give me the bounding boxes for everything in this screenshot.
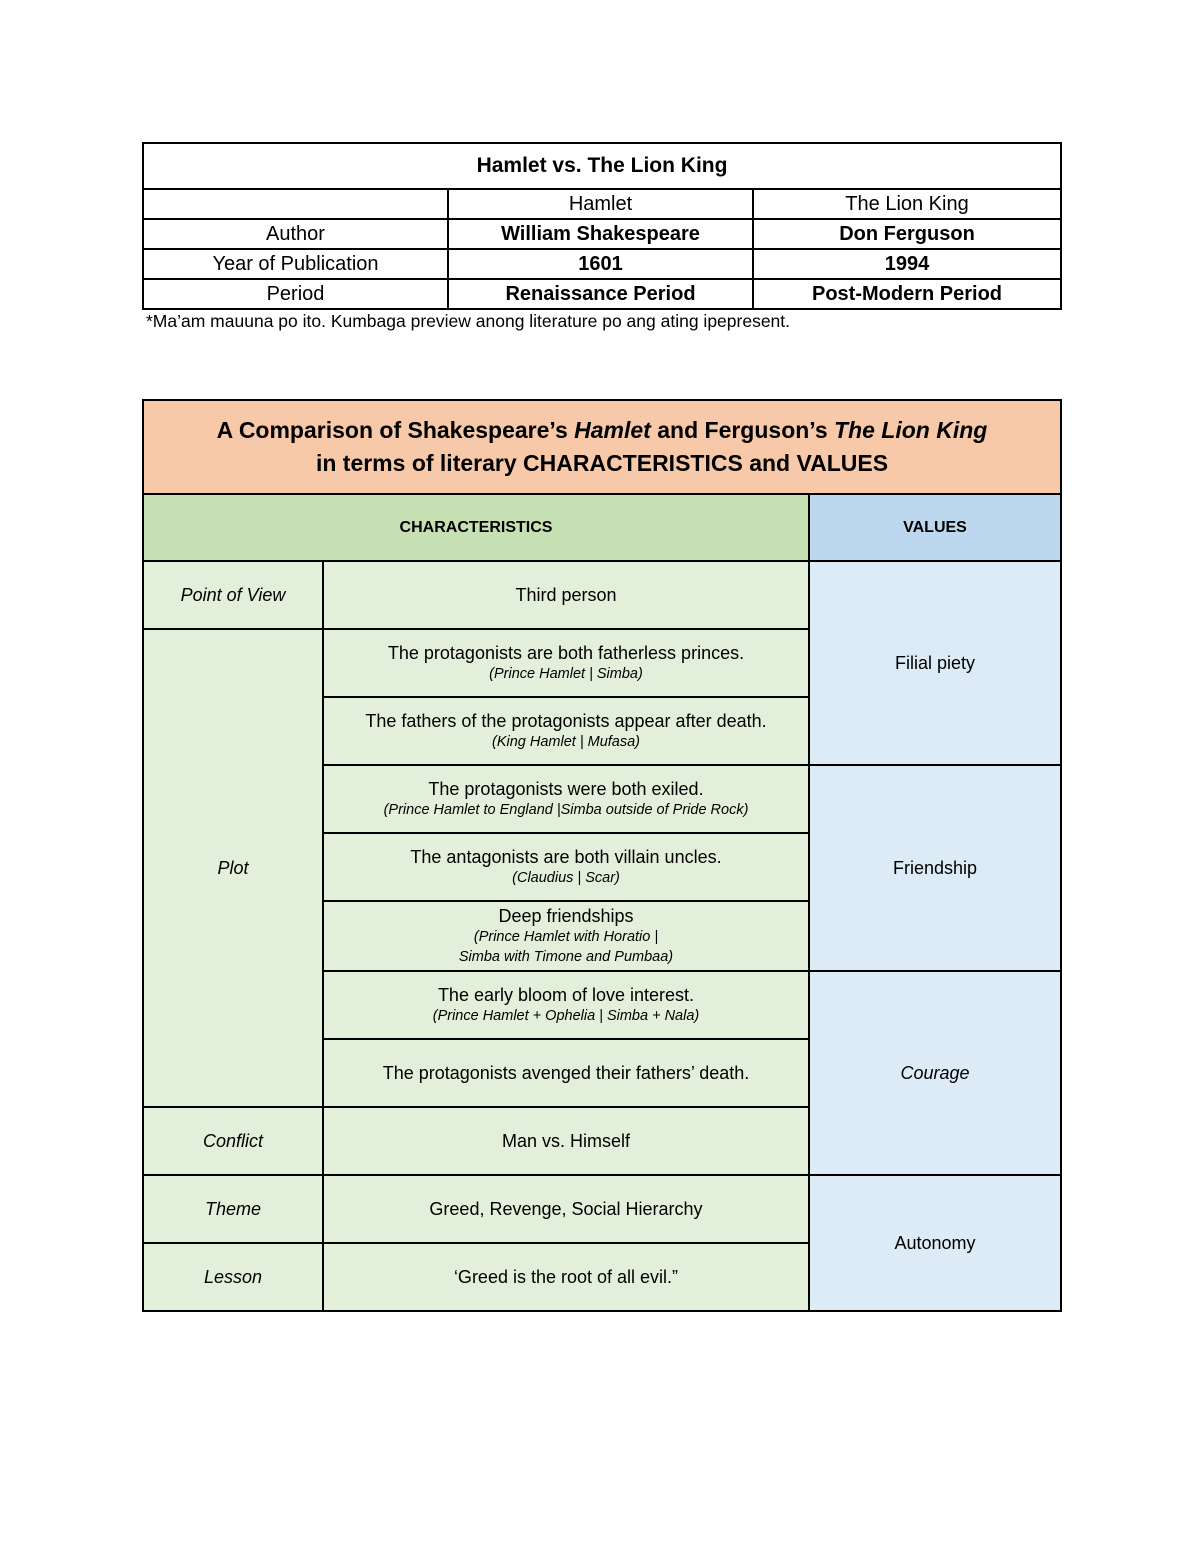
characteristic-text: Man vs. Himself	[501, 1131, 631, 1151]
characteristic-text: The early bloom of love interest.	[437, 985, 695, 1005]
characteristic-text: The protagonists avenged their fathers’ death.	[382, 1063, 750, 1083]
characteristic-cell	[323, 971, 809, 1039]
value-courage: Courage	[809, 971, 1061, 1175]
title-part2: and Ferguson’s	[650, 417, 835, 443]
comparison-table-title	[143, 400, 1061, 494]
label-plot: Plot	[143, 629, 323, 1107]
summary-header-lion-king: The Lion King	[753, 189, 1061, 219]
value-filial-piety: Filial piety	[809, 561, 1061, 765]
characteristic-text: Third person	[515, 585, 617, 605]
summary-cell-hamlet: 1601	[448, 249, 753, 279]
value-autonomy: Autonomy	[809, 1175, 1061, 1311]
label-theme: Theme	[143, 1175, 323, 1243]
title-line2: in terms of literary CHARACTERISTICS and VALUES	[315, 450, 889, 476]
characteristic-cell	[323, 1039, 809, 1107]
summary-cell-hamlet: Renaissance Period	[448, 279, 753, 309]
summary-header-row	[143, 189, 1061, 219]
summary-cell-lion-king: Post-Modern Period	[753, 279, 1061, 309]
summary-row-year	[143, 249, 1061, 279]
comparison-table	[142, 399, 1062, 1312]
summary-header-hamlet: Hamlet	[448, 189, 753, 219]
summary-header-empty	[143, 189, 448, 219]
characteristic-cell	[323, 1243, 809, 1311]
characteristic-text: ‘Greed is the root of all evil.”	[453, 1267, 679, 1287]
characteristic-cell	[323, 697, 809, 765]
title-hamlet: Hamlet	[574, 417, 651, 443]
summary-cell-lion-king: 1994	[753, 249, 1061, 279]
characteristic-example: (King Hamlet | Mufasa)	[491, 734, 640, 750]
summary-row-label: Author	[143, 219, 448, 249]
characteristic-example: (Prince Hamlet with Horatio |	[473, 929, 659, 945]
characteristics-header: CHARACTERISTICS	[143, 494, 809, 561]
characteristic-cell	[323, 1175, 809, 1243]
summary-table-title: Hamlet vs. The Lion King	[143, 143, 1061, 189]
label-point-of-view: Point of View	[143, 561, 323, 629]
preview-note: *Ma’am mauuna po ito. Kumbaga preview anong literature po ang ating ipepresent.	[146, 311, 791, 331]
summary-row-author	[143, 219, 1061, 249]
characteristic-text: The fathers of the protagonists appear after death.	[365, 711, 767, 731]
label-conflict: Conflict	[143, 1107, 323, 1175]
characteristic-text: Greed, Revenge, Social Hierarchy	[429, 1199, 703, 1219]
characteristic-example: (Prince Hamlet + Ophelia | Simba + Nala)	[432, 1008, 700, 1024]
characteristic-text: The protagonists were both exiled.	[428, 779, 704, 799]
values-header: VALUES	[809, 494, 1061, 561]
label-lesson: Lesson	[143, 1243, 323, 1311]
characteristic-cell	[323, 901, 809, 971]
characteristic-text: Deep friendships	[498, 906, 634, 926]
characteristic-cell	[323, 765, 809, 833]
characteristic-cell	[323, 561, 809, 629]
value-friendship: Friendship	[809, 765, 1061, 971]
summary-row-label: Year of Publication	[143, 249, 448, 279]
summary-row-label: Period	[143, 279, 448, 309]
characteristic-cell	[323, 1107, 809, 1175]
characteristic-text: The antagonists are both villain uncles.	[410, 847, 722, 867]
title-lion-king: The Lion King	[834, 417, 988, 443]
summary-cell-lion-king: Don Ferguson	[753, 219, 1061, 249]
characteristic-example: Simba with Timone and Pumbaa)	[458, 949, 674, 965]
summary-cell-hamlet: William Shakespeare	[448, 219, 753, 249]
characteristic-cell	[323, 629, 809, 697]
characteristic-example: (Prince Hamlet | Simba)	[489, 666, 643, 682]
characteristic-text: The protagonists are both fatherless princes.	[387, 643, 745, 663]
characteristic-cell	[323, 833, 809, 901]
characteristic-example: (Claudius | Scar)	[512, 870, 620, 886]
characteristic-example: (Prince Hamlet to England |Simba outside of Pride Rock)	[383, 802, 749, 818]
title-part1: A Comparison of Shakespeare’s	[216, 417, 575, 443]
summary-row-period	[143, 279, 1061, 309]
summary-table	[142, 142, 1062, 310]
